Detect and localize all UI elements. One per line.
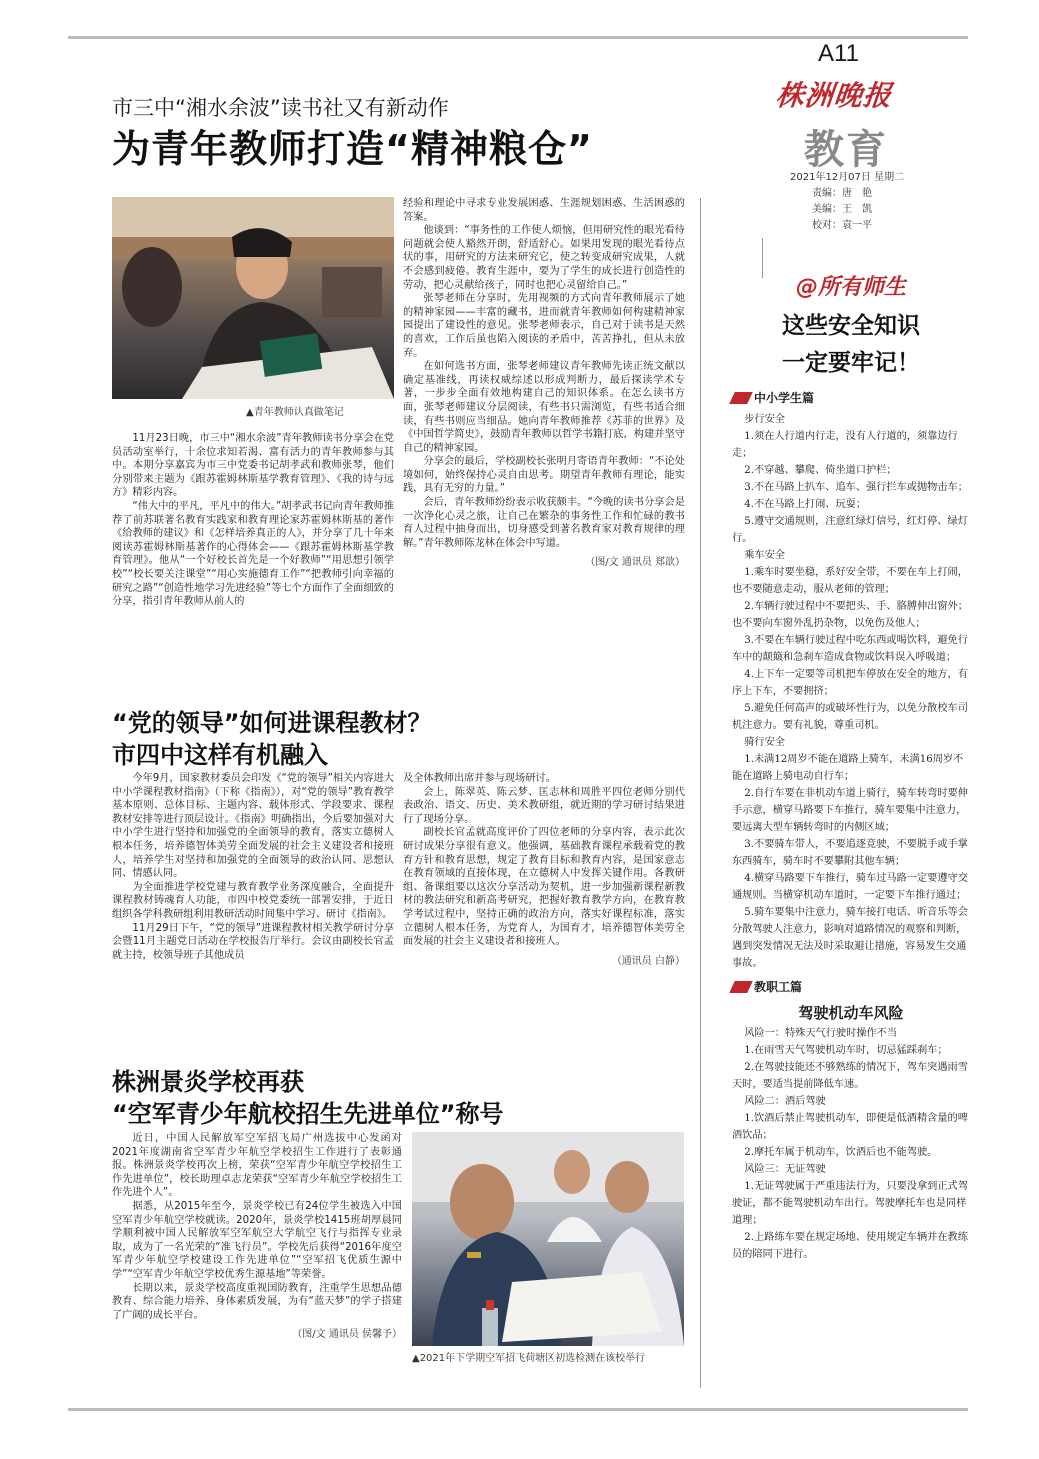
subheading: 步行安全 — [744, 414, 785, 425]
list-item: 2.车辆行驶过程中不要把头、手、胳膊伸出窗外；也不要向车窗外乱扔杂物，以免伤及他人； — [732, 601, 968, 629]
section-staff — [732, 978, 834, 996]
list-item: 3.不要在车辆行驶过程中吃东西或喝饮料，避免行车中的颠簸和急刹车造成食物或饮料误入呼吸道； — [732, 635, 968, 663]
article2-column-2 — [403, 772, 685, 968]
pencil-icon — [729, 392, 753, 404]
article3-credit: （图/文 通讯员 侯馨予） — [292, 1329, 402, 1341]
list-item: 1.无证驾驶属于严重违法行为，只要没拿到正式驾驶证，都不能驾驶机动车出行。驾驶摩托车也是同样道理； — [732, 1181, 968, 1226]
subheading: 风险一：特殊天气行驶时操作不当 — [744, 1028, 898, 1039]
article3-column-1 — [112, 1132, 402, 1342]
list-item: 2.不穿越、攀爬、倚坐道口护栏； — [744, 465, 897, 476]
list-item: 2.上路练车要在规定场地、使用规定车辆并在教练员的陪同下进行。 — [732, 1232, 968, 1260]
section-staff-body — [732, 1025, 970, 1263]
subheading: 乘车安全 — [744, 550, 785, 561]
list-item: 4.不在马路上打闹、玩耍； — [744, 499, 867, 510]
article1-photo-caption: ▲青年教师认真做笔记 — [246, 407, 344, 418]
masthead-info — [790, 170, 904, 234]
paragraph: 会上，陈翠英、陈云梦、匡志林和周胜平四位老师分别代表政治、语文、历史、美术教研组，就近期的学习研讨结果进行了现场分享。 — [403, 786, 685, 825]
article1-credit: （图/文 通讯员 郑歆） — [585, 557, 685, 569]
paragraph: 在如何选书方面，张琴老师建议青年教师先读正统文献以确定基准线，再读权威综述以形成判断力，最后探读学术专著，一步步全面有效地构建自己的知识体系。在怎么读书方面，张琴老师建议分层阅读，有些书只需浏览，有些书适合细读，有些书则应当细品。她向青年教师推荐《苏菲的世界》及《中国哲学简史》，鼓励青年教师以哲学书籍打底，构建并坚守自己的精神家园。 — [403, 361, 685, 454]
article1-kicker: 市三中“湘水余波”读书社又有新动作 — [112, 96, 449, 120]
subheading: 骑行安全 — [744, 737, 785, 748]
paragraph: 会后，青年教师纷纷表示收获颇丰。“今晚的读书分享会是一次净化心灵之旅，让自己在繁杂的事务性工作和忙碌的教书育人过程中抽身而出，切身感受到著名教育家对教育规律的理解。”青年教师陈龙林在体会中写道。 — [403, 497, 685, 549]
subheading: 风险二：酒后驾驶 — [744, 1096, 826, 1107]
sidebar-headline-line2: 一定要牢记！ — [782, 350, 920, 376]
list-item: 3.不要骑车带人，不要追逐竞驶，不要脱手或手掌东西骑车，骑车时不要攀附其他车辆； — [732, 839, 968, 867]
list-item: 2.在驾驶技能还不够熟练的情况下，驾车突遇雨雪天时，要适当提前降低车速。 — [732, 1062, 968, 1090]
article3-photo-caption: ▲2021年下学期空军招飞荷塘区初选检测在该校举行 — [412, 1353, 646, 1364]
air-force-recruit-photo — [412, 1132, 684, 1346]
section-students-title: 中小学生篇 — [754, 391, 815, 405]
bottom-rule — [68, 1408, 968, 1411]
section-title: 教育 — [804, 126, 888, 173]
paragraph: 张琴老师在分享时，先用视频的方式向青年教师展示了她的精神家园——丰富的藏书，进而就青年教师如何构建精神家园提出了建设性的意见。张琴老师表示，自己对于读书是天然的喜欢，工作后虽也陷入阅读的矛盾中，苦苦挣扎，但从未放弃。 — [403, 293, 685, 359]
list-item: 4.横穿马路要下车推行，骑车过马路一定要遵守交通规则。当横穿机动车道时，一定要下车推行通过； — [732, 873, 968, 901]
paragraph: 今年9月，国家教材委员会印发《“党的领导”相关内容进大中小学课程教材指南》（下称《指南》），对“党的领导”教育教学基本原则、总体目标、主题内容、载体形式、学段要求、课程教材安排等进行顶层设计。《指南》明确指出，今后要加强对大中小学生进行坚持和加强党的全面领导的教育，落实立德树人根本任务，培养德智体美劳全面发展的社会主义建设者和接班人，培养学生对坚持和加强党的全面领导的政治认同、思想认同、情感认同。 — [112, 773, 394, 880]
paragraph: 11月23日晚，市三中“湘水余波”青年教师读书分享会在党员活动室举行，十余位求知若渴、富有活力的青年教师参与其中。本期分享嘉宾为市三中党委书记胡孝武和教师张琴，他们分别带来主题为《跟苏霍姆林斯基学教育管理》、《我的诗与远方》精彩内容。 — [112, 433, 394, 499]
article1-headline: 为青年教师打造“精神粮仓” — [112, 127, 593, 171]
article3-headline-line2: “空军青少年航校招生先进单位”称号 — [112, 1100, 504, 1128]
section-students — [732, 389, 846, 407]
paragraph: 分享会的最后，学校副校长张明月寄语青年教师：“不论处境如何，始终保持心灵自由思考。期望青年教师有理论，能实践，具有无穷的力量。” — [403, 456, 685, 495]
list-item: 2.自行车要在非机动车道上骑行，骑车转弯时要伸手示意，横穿马路要下车推行，骑车要集中注意力，要远离大型车辆转弯时的内侧区域； — [732, 788, 968, 833]
sidebar-tag: @所有师生 — [795, 275, 906, 300]
article2-column-1 — [112, 772, 394, 962]
paragraph: “伟大中的平凡，平凡中的伟大。”胡孝武书记向青年教师推荐了前苏联著名教育实践家和教育理论家苏霍姆林斯基的著作《给教师的建议》和《怎样培养真正的人》，并分享了几十年来阅读苏霍姆林斯基著作的心得体会——《跟苏霍姆林斯基学教育管理》。他从“一个好校长首先是一个好教师”“用思想引领学校”“校长要关注课堂”“用心实施德育工作”“把教师引向幸福的研究之路”“创造性地学习先进经验”等七个方面作了全面细致的分享，指引青年教师从前人的 — [112, 500, 394, 608]
sidebar-headline-line1: 这些安全知识 — [782, 313, 920, 339]
article1-photo — [112, 197, 394, 399]
issue-date: 2021年12月07日 星期二 — [790, 172, 905, 183]
paragraph: 据悉，从2015年至今，景炎学校已有24位学生被选入中国空军青少年航空学校就读。2020年，景炎学校1415班胡厚晨同学顺利被中国人民解放军空军航空大学航空飞行与指挥专业录取，成为了一名光荣的“准飞行员”。学校先后获得“2016年度空军青少年航空学校建设工作先进单位”“空军招飞优质生源中学”“空军青少年航空学校优秀生源基地”等荣誉。 — [112, 1200, 402, 1280]
teacher-writing-photo — [112, 197, 394, 399]
paragraph: 为全面推进学校党建与教育教学业务深度融合，全面提升课程教材铸魂育人功能，市四中校党委统一部署安排，于近日组织各学科教研组利用教研活动时间集中学习、研讨《指南》。 — [112, 881, 394, 920]
list-item: 1.饮酒后禁止驾驶机动车，即便是低酒精含量的啤酒饮品； — [732, 1113, 968, 1141]
article2-headline-line2: 市四中这样有机融入 — [112, 741, 328, 769]
list-item: 5.骑车要集中注意力，骑车接打电话、听音乐等会分散驾驶人注意力，影响对道路情况的观察和判断，遇到突发情况无法及时采取避让措施，容易发生交通事故。 — [732, 907, 968, 969]
designer-line: 美编：王 凯 — [812, 204, 872, 215]
article2-credit: （通讯员 白静） — [611, 955, 685, 967]
paragraph: 长期以来，景炎学校高度重视国防教育，注重学生思想品德教育、综合能力培养、身体素质发展，为有“蓝天梦”的学子搭建了广阔的成长平台。 — [112, 1282, 402, 1321]
article2-headline-line1: “党的领导”如何进课程教材？ — [112, 709, 432, 737]
list-item: 4.上下车一定要等司机把车停放在安全的地方，有序上下车，不要拥挤； — [732, 669, 968, 697]
top-rule — [68, 36, 968, 39]
article1-column-2 — [403, 197, 685, 570]
list-item: 1.未满12周岁不能在道路上骑车，未满16周岁不能在道路上骑电动自行车； — [732, 754, 964, 782]
section-staff-title: 教职工篇 — [754, 980, 803, 994]
article3-headline-line1: 株洲景炎学校再获 — [112, 1068, 304, 1096]
list-item: 5.遵守交通规则，注意红绿灯信号，红灯停、绿灯行。 — [732, 516, 968, 544]
paragraph: 及全体教师出席并参与现场研讨。 — [403, 773, 556, 784]
column-divider — [700, 198, 701, 1388]
list-item: 2.摩托车属于机动车，饮酒后也不能驾驶。 — [744, 1147, 938, 1158]
pencil-icon — [729, 981, 753, 993]
list-item: 5.避免任何高声的或破坏性行为，以免分散校车司机注意力。要有礼貌，尊重司机。 — [732, 703, 968, 731]
sidebar — [732, 270, 970, 1263]
list-item: 1.乘车时要坐稳，系好安全带，不要在车上打闹，也不要随意走动，服从老师的管理； — [732, 567, 968, 595]
paragraph: 他谈到：“事务性的工作使人烦恼，但用研究性的眼光看待问题就会使人豁然开朗，舒适舒心。如果用发现的眼光看待点状的事，用研究的方法来研究它，使之转变成研究成果，人就不会感到疲倦。教育生涯中，要为了学生的成长进行创造性的劳动，把心灵献给孩子，同时也把心灵留给自己。” — [403, 225, 685, 291]
article1-column-1 — [112, 432, 394, 609]
proofreader-line: 校对：袁一平 — [812, 220, 872, 231]
paragraph: 近日，中国人民解放军空军招飞局广州选拔中心发函对2021年度湖南省空军青少年航空学校招生工作进行了表彰通报。株洲景炎学校再次上榜，荣获“空军青少年航空学校招生工作先进单位”，校长助理卓志龙荣获“空军青少年航空学校招生工作先进个人”。 — [112, 1133, 402, 1199]
list-item: 3.不在马路上扒车、追车、强行拦车或抛物击车； — [744, 482, 968, 493]
list-item: 1.在雨雪天气驾驶机动车时，切忌猛踩刹车； — [744, 1045, 948, 1056]
list-item: 1.须在人行道内行走，没有人行道的，须靠边行走； — [732, 431, 958, 459]
section-students-body — [732, 411, 970, 972]
article3-photo — [412, 1132, 684, 1346]
subheading: 风险三：无证驾驶 — [744, 1164, 826, 1175]
section-staff-heading: 驾驶机动车风险 — [798, 1004, 904, 1022]
paper-logo: 株洲晚报 — [774, 79, 894, 112]
paragraph: 11月29日下午，“党的领导”进课程教材相关教学研讨分享会暨11月主题党日活动在学校报告厅举行。会议由副校长官孟就主持，校领导班子其他成员 — [112, 922, 394, 961]
page-number: A11 — [818, 40, 859, 67]
paragraph: 副校长官孟就高度评价了四位老师的分享内容，表示此次研讨成果分享很有意义。他强调，基础教育课程承载着党的教育方针和教育思想，规定了教育目标和教育内容，是国家意志在教育领域的直接体现，在立德树人中发挥关键作用。各教研组、备课组要以这次分享活动为契机，进一步加强新课程新教材的教法研究和新高考研究，把握好教育教学方向，在教育教学考试过程中，坚持正确的政治方向，落实好课程标准，落实立德树人根本任务，为党育人，为国育才，培养德智体美劳全面发展的社会主义建设者和接班人。 — [403, 827, 685, 948]
editor-line: 责编：唐 艳 — [812, 188, 872, 199]
paragraph: 经验和理论中寻求专业发展困惑、生涯规划困惑、生活困惑的答案。 — [403, 198, 685, 223]
